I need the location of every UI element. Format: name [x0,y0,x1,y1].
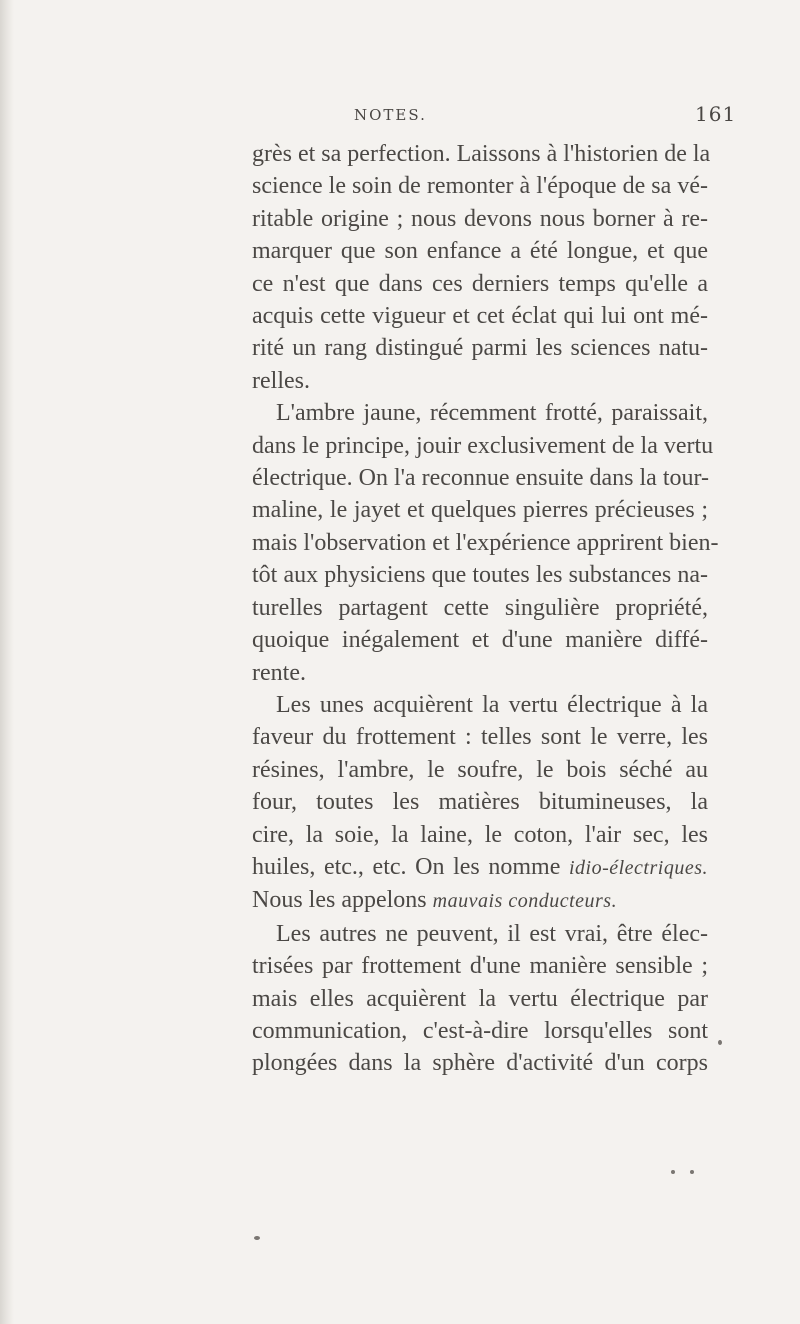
text-line: tôt aux physiciens que toutes les substances na- [252,562,708,589]
text-line: trisées par frottement d'une manière sensible ; [252,953,708,980]
paragraph-4 [252,918,708,1080]
paragraph-1 [252,138,711,397]
text-line: faveur du frottement : telles sont le verre, les [252,724,708,751]
text-line: acquis cette vigueur et cet éclat qui lui ont mé- [252,303,708,330]
text-line: maline, le jayet et quelques pierres précieuses ; [252,497,708,524]
text-line: dans le principe, jouir exclusivement de la vertu [252,432,714,459]
text-line: relles. [252,367,310,394]
running-head: NOTES. [354,106,427,124]
text-line: résines, l'ambre, le soufre, le bois séché au [252,756,708,783]
italic-term: idio-électriques. [568,856,708,879]
text-segment: huiles, etc., etc. On les nomme [252,853,569,880]
text-line-with-italic [252,884,708,917]
page-header [0,102,800,130]
text-segment: Nous les appelons [252,887,433,914]
ink-speck [690,1170,694,1174]
text-line-with-italic [252,851,708,884]
page-binding-shadow [0,0,14,1324]
text-line: mais elles acquièrent la vertu électrique par [252,985,708,1012]
body-text [252,138,719,1080]
text-line: cire, la soie, la laine, le coton, l'air sec, les [252,821,708,848]
text-line: four, toutes les matières bitumineuses, la [252,789,708,816]
text-line: plongées dans la sphère d'activité d'un corps [252,1050,708,1077]
page-number: 161 [695,102,737,126]
text-line: L'ambre jaune, récemment frotté, paraissait, [276,400,708,427]
ink-speck [254,1236,260,1240]
text-line: communication, c'est-à-dire lorsqu'elles sont [252,1017,708,1044]
paragraph-2 [252,397,719,689]
text-line: turelles partagent cette singulière propriété, [252,594,708,621]
text-line: Les autres ne peuvent, il est vrai, être élec- [276,920,708,947]
text-line: quoique inégalement et d'une manière diffé- [252,627,708,654]
text-line: ritable origine ; nous devons nous borner à re- [252,205,708,232]
text-line: rente. [252,659,306,686]
text-line: rité un rang distingué parmi les sciences natu- [252,335,708,362]
ink-speck [671,1170,675,1174]
italic-term: mauvais conducteurs. [432,890,618,913]
paragraph-3 [252,689,708,918]
text-line: Les unes acquièrent la vertu électrique à la [276,691,708,718]
text-line: marquer que son enfance a été longue, et que [252,238,708,265]
text-line: science le soin de remonter à l'époque de sa vé- [252,173,708,200]
text-line: électrique. On l'a reconnue ensuite dans la tour- [252,465,709,492]
ink-speck [718,1040,722,1045]
text-line: grès et sa perfection. Laissons à l'historien de la [252,141,711,167]
text-line: ce n'est que dans ces derniers temps qu'elle a [252,270,708,297]
text-line: mais l'observation et l'expérience apprirent bien- [252,529,719,556]
